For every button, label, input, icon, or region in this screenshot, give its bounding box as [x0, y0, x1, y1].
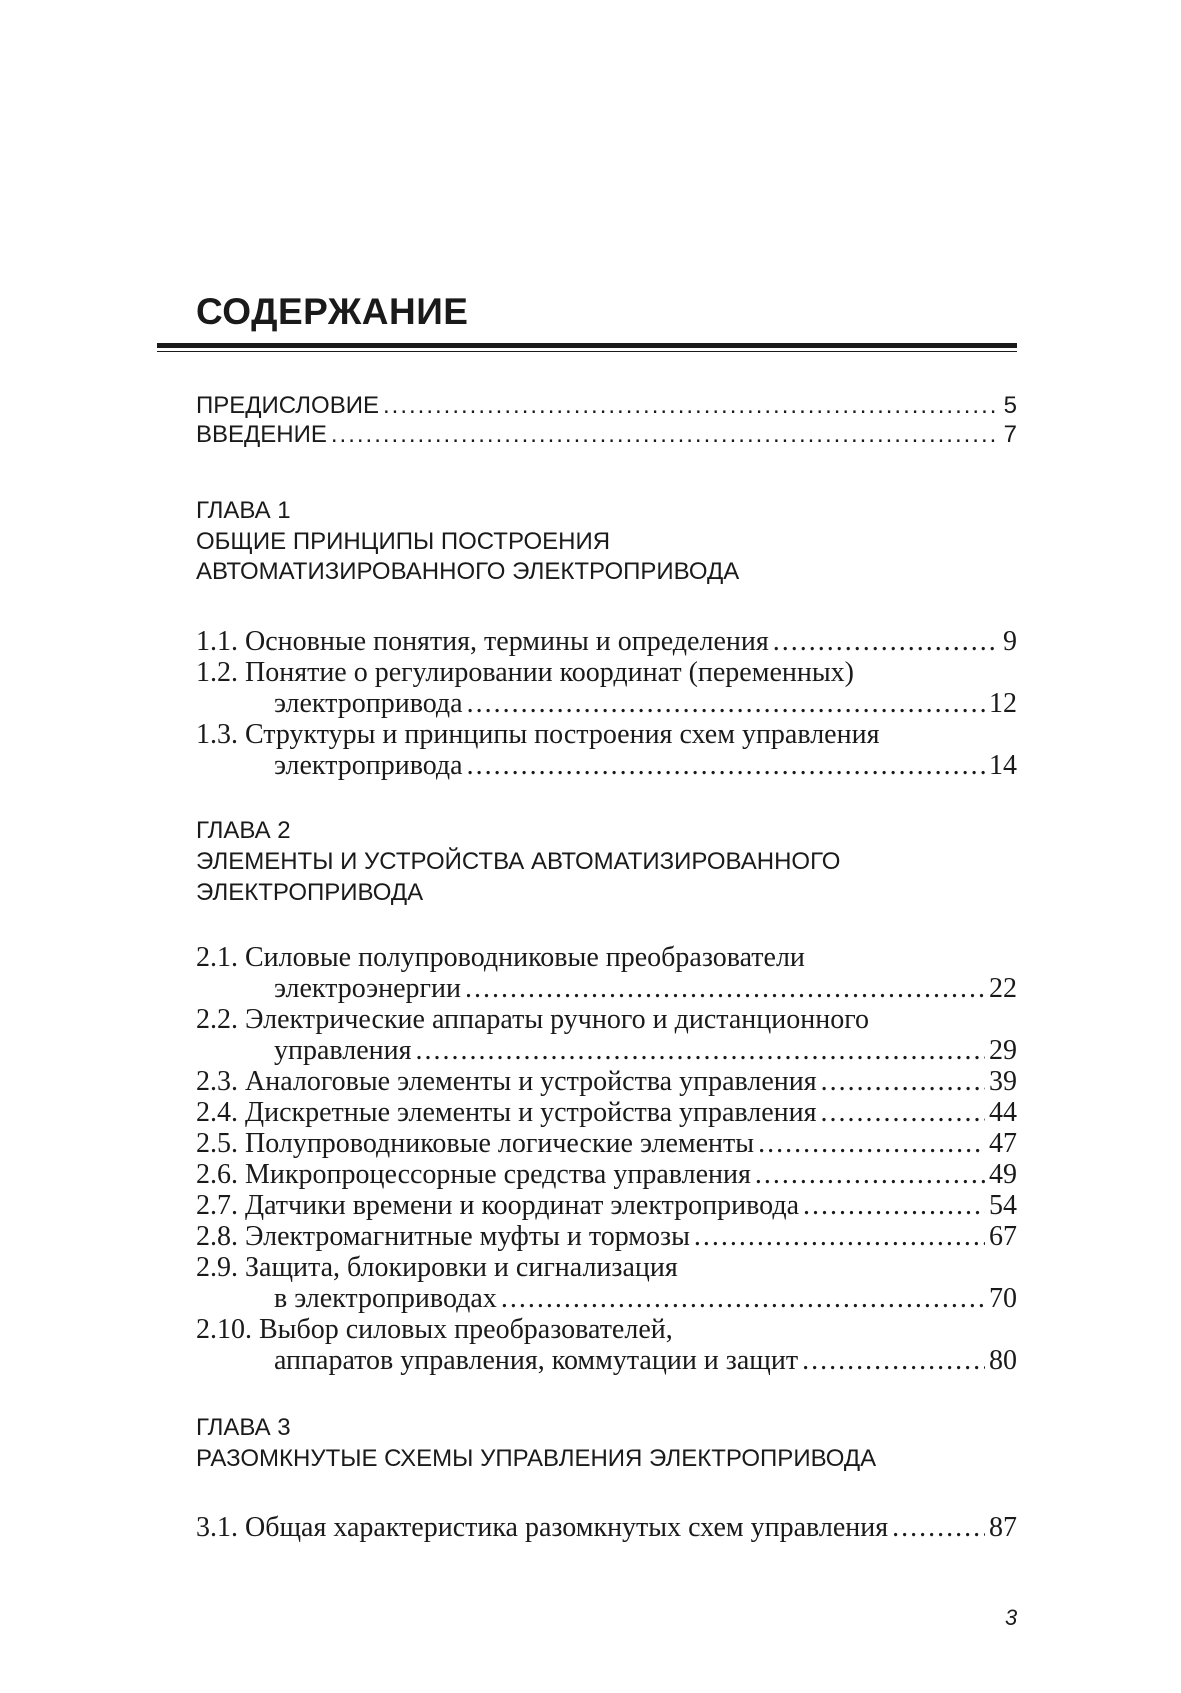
- page-title: СОДЕРЖАНИЕ: [196, 291, 469, 332]
- toc-entry-2-4[interactable]: 2.4. Дискретные элементы и устройства управления ..... 44: [196, 1097, 1017, 1128]
- chapter-3-label: ГЛАВА 3: [196, 1414, 291, 1441]
- chapter-1-label: ГЛАВА 1: [196, 497, 291, 524]
- toc-entry-introduction[interactable]: ВВЕДЕНИЕ ..... 7: [196, 421, 1017, 452]
- toc-entry-2-5[interactable]: 2.5. Полупроводниковые логические элементы ..... 47: [196, 1128, 1017, 1159]
- toc-entry-2-6[interactable]: 2.6. Микропроцессорные средства управления ..... 49: [196, 1159, 1017, 1190]
- toc-entry-2-8[interactable]: 2.8. Электромагнитные муфты и тормозы ..... 67: [196, 1221, 1017, 1252]
- toc-entry-2-2-line1[interactable]: 2.2. Электрические аппараты ручного и дистанционного: [196, 1004, 870, 1035]
- toc-entry-1-2[interactable]: электропривода ..... 12: [274, 688, 1017, 719]
- chapter-1-title-line2: АВТОМАТИЗИРОВАННОГО ЭЛЕКТРОПРИВОДА: [196, 558, 740, 585]
- toc-entry-2-9[interactable]: в электроприводах ..... 70: [274, 1283, 1017, 1314]
- chapter-2-title-line2: ЭЛЕКТРОПРИВОДА: [196, 879, 424, 906]
- toc-entry-3-1[interactable]: 3.1. Общая характеристика разомкнутых схем управления ..... 87: [196, 1512, 1017, 1543]
- toc-entry-2-10[interactable]: аппаратов управления, коммутации и защит ..... 80: [274, 1345, 1017, 1376]
- toc-entry-1-3-line1[interactable]: 1.3. Структуры и принципы построения схем управления: [196, 719, 880, 750]
- title-rule-thin: [157, 351, 1017, 352]
- toc-entry-preface[interactable]: ПРЕДИСЛОВИЕ ..... 5: [196, 392, 1017, 423]
- page-number: 3: [1005, 1605, 1018, 1630]
- toc-entry-1-2-line1[interactable]: 1.2. Понятие о регулировании координат (переменных): [196, 657, 854, 688]
- toc-entry-2-2[interactable]: управления ..... 29: [274, 1035, 1017, 1066]
- title-rule-thick: [157, 343, 1017, 348]
- toc-entry-2-7[interactable]: 2.7. Датчики времени и координат электропривода ..... 54: [196, 1190, 1017, 1221]
- chapter-2-label: ГЛАВА 2: [196, 817, 291, 844]
- toc-entry-2-1-line1[interactable]: 2.1. Силовые полупроводниковые преобразователи: [196, 942, 805, 973]
- toc-entry-1-1[interactable]: 1.1. Основные понятия, термины и определения ..... 9: [196, 626, 1017, 657]
- chapter-2-title-line1: ЭЛЕМЕНТЫ И УСТРОЙСТВА АВТОМАТИЗИРОВАННОГО: [196, 848, 841, 875]
- toc-entry-2-9-line1[interactable]: 2.9. Защита, блокировки и сигнализация: [196, 1252, 678, 1283]
- chapter-1-title-line1: ОБЩИЕ ПРИНЦИПЫ ПОСТРОЕНИЯ: [196, 528, 611, 555]
- toc-entry-2-3[interactable]: 2.3. Аналоговые элементы и устройства управления ..... 39: [196, 1066, 1017, 1097]
- chapter-3-title-line1: РАЗОМКНУТЫЕ СХЕМЫ УПРАВЛЕНИЯ ЭЛЕКТРОПРИВОДА: [196, 1445, 877, 1472]
- toc-entry-2-1[interactable]: электроэнергии ..... 22: [274, 973, 1017, 1004]
- toc-entry-1-3[interactable]: электропривода ..... 14: [274, 750, 1017, 781]
- toc-entry-2-10-line1[interactable]: 2.10. Выбор силовых преобразователей,: [196, 1314, 673, 1345]
